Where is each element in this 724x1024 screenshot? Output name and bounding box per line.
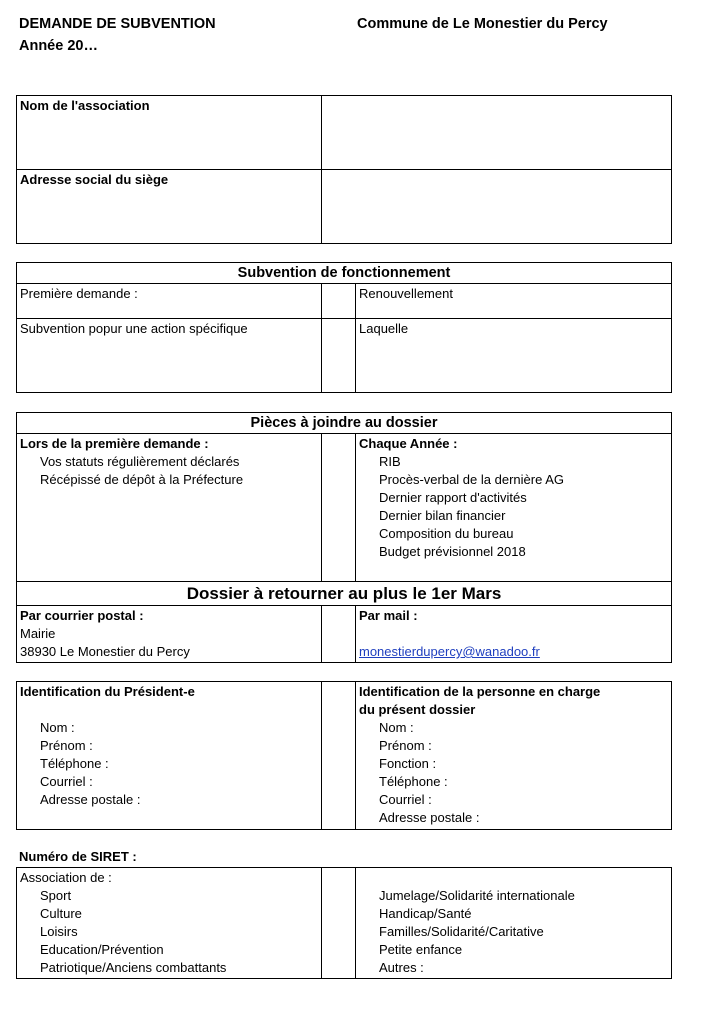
association-type-option[interactable]: Patriotique/Anciens combattants [40,960,227,975]
fonctionnement-title: Subvention de fonctionnement [17,263,672,284]
contact-label-line2: du présent dossier [359,702,476,717]
postal-line: 38930 Le Monestier du Percy [20,644,190,659]
association-type-option[interactable]: Loisirs [40,924,78,939]
association-type-table [16,867,672,979]
yearly-doc-item: Budget prévisionnel 2018 [379,544,526,559]
postal-label: Par courrier postal : [20,608,144,623]
president-field[interactable]: Prénom : [40,738,93,753]
specific-action-label: Subvention popur une action spécifique [17,319,322,393]
contact-field[interactable]: Nom : [379,720,414,735]
contact-field[interactable]: Adresse postale : [379,810,480,825]
commune-name: Commune de Le Monestier du Percy [357,16,608,32]
association-table [16,95,672,244]
first-request-label: Première demande : [17,284,322,319]
president-field[interactable]: Téléphone : [40,756,109,771]
association-type-option[interactable]: Culture [40,906,82,921]
retour-title: Dossier à retourner au plus le 1er Mars [17,582,672,606]
association-type-option[interactable]: Familles/Solidarité/Caritative [379,924,544,939]
contact-field[interactable]: Courriel : [379,792,432,807]
association-type-option[interactable]: Sport [40,888,72,903]
association-type-label: Association de : [20,870,112,885]
postal-line: Mairie [20,626,56,641]
association-type-option[interactable]: Jumelage/Solidarité internationale [379,888,575,903]
contact-field[interactable]: Prénom : [379,738,432,753]
president-field[interactable]: Adresse postale : [40,792,141,807]
contact-label: Identification de la personne en charge [359,684,601,699]
contact-field[interactable]: Fonction : [379,756,437,771]
yearly-doc-item: Procès-verbal de la dernière AG [379,472,564,487]
form-title: DEMANDE DE SUBVENTION [19,16,216,32]
yearly-doc-item: RIB [379,454,401,469]
which-action-field[interactable]: Laquelle [356,319,672,393]
association-type-option[interactable]: Autres : [379,960,424,975]
president-label: Identification du Président-e [20,684,195,699]
association-address-field[interactable] [322,170,672,244]
association-name-field[interactable] [322,96,672,170]
yearly-doc-item: Dernier rapport d'activités [379,490,527,505]
yearly-docs-label: Chaque Année : [359,436,458,451]
first-request-docs-label: Lors de la première demande : [20,436,209,451]
association-type-option[interactable]: Petite enfance [379,942,463,957]
association-type-option[interactable]: Handicap/Santé [379,906,472,921]
president-field[interactable]: Nom : [40,720,75,735]
pieces-table [16,412,672,663]
specific-action-checkbox[interactable] [322,319,356,393]
yearly-doc-item: Composition du bureau [379,526,514,541]
email-link[interactable]: monestierdupercy@wanadoo.fr [359,644,540,659]
identification-table [16,681,672,830]
fonctionnement-table [16,262,672,393]
first-doc-item: Récépissé de dépôt à la Préfecture [40,472,244,487]
siret-label: Numéro de SIRET : [19,849,137,864]
mail-label: Par mail : [359,608,418,623]
association-address-label: Adresse social du siège [17,170,322,244]
first-request-checkbox[interactable] [322,284,356,319]
yearly-doc-item: Dernier bilan financier [379,508,506,523]
renewal-label[interactable]: Renouvellement [356,284,672,319]
form-year: Année 20… [19,38,98,54]
contact-field[interactable]: Téléphone : [379,774,448,789]
first-doc-item: Vos statuts régulièrement déclarés [40,454,240,469]
association-name-label: Nom de l'association [17,96,322,170]
president-field[interactable]: Courriel : [40,774,93,789]
association-type-option[interactable]: Education/Prévention [40,942,164,957]
pieces-title: Pièces à joindre au dossier [17,413,672,434]
